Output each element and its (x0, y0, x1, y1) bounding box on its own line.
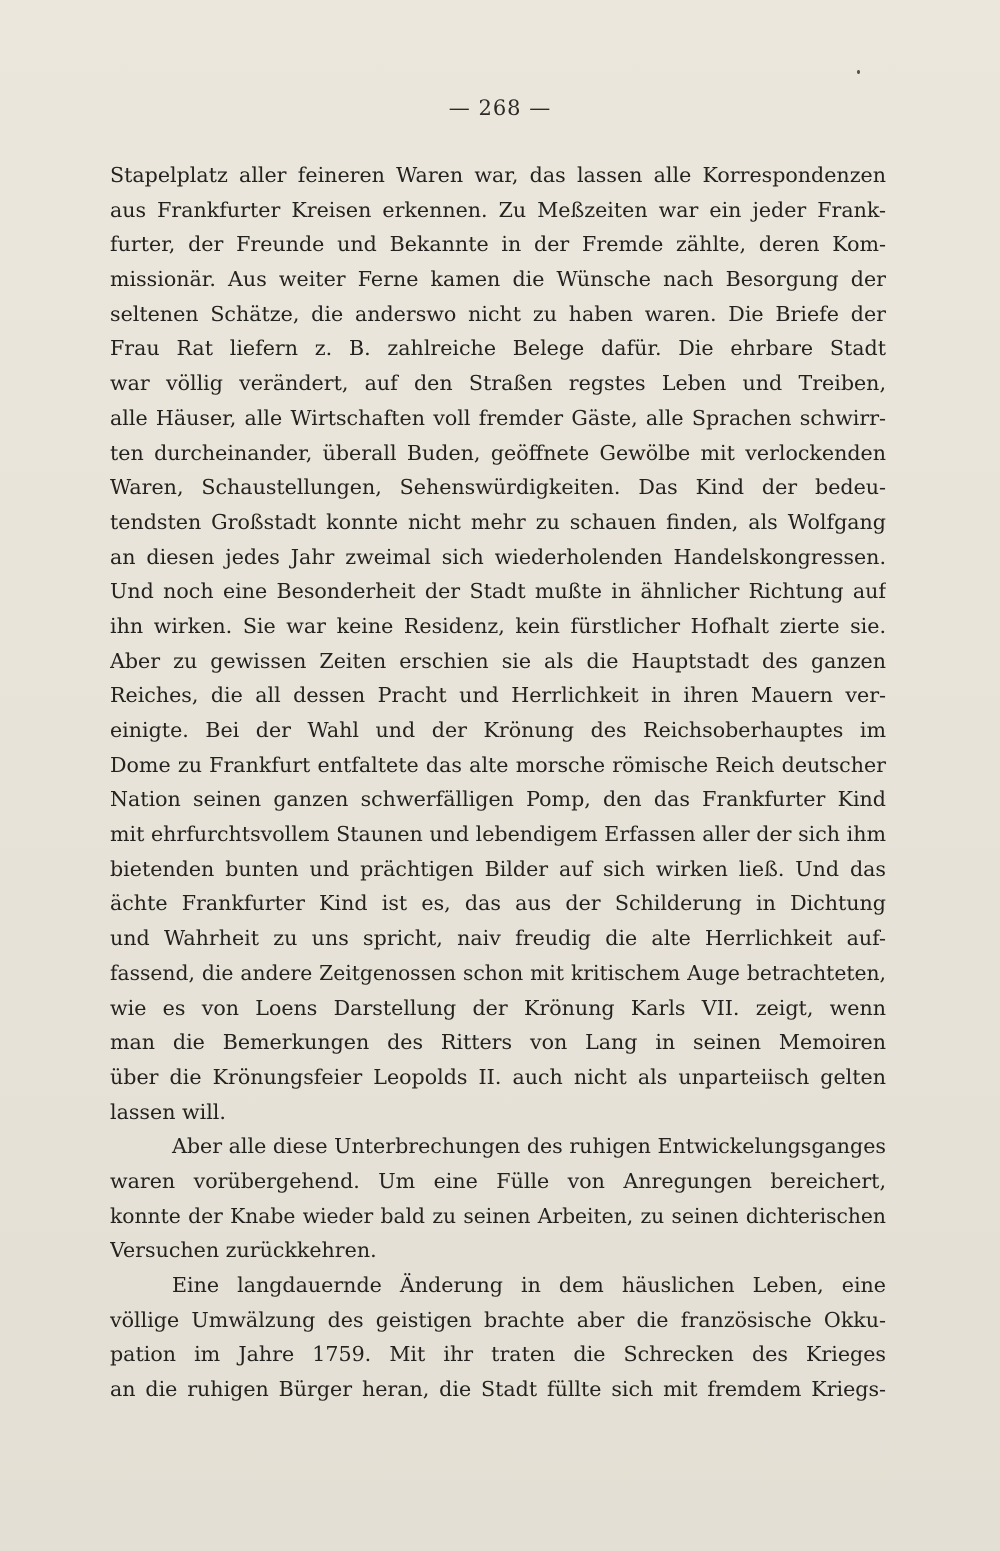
text-line: Und noch eine Besonderheit der Stadt mußte in ähnlicher Richtung auf (110, 579, 886, 604)
text-line: Frau Rat liefern z. B. zahlreiche Belege dafür. Die ehrbare Stadt (110, 336, 886, 361)
text-line: konnte der Knabe wieder bald zu seinen Arbeiten, zu seinen dichterischen (110, 1203, 886, 1228)
text-line: ten durcheinander, überall Buden, geöffnete Gewölbe mit verlockenden (110, 440, 886, 465)
text-line: Eine langdauernde Änderung in dem häuslichen Leben, eine (172, 1273, 886, 1297)
text-line: tendsten Großstadt konnte nicht mehr zu schauen finden, als Wolfgang (110, 509, 886, 534)
text-line: über die Krönungsfeier Leopolds II. auch nicht als unparteiisch gelten (110, 1064, 886, 1089)
text-line: völlige Umwälzung des geistigen brachte aber die französische Okku- (110, 1307, 886, 1332)
text-line: waren vorübergehend. Um eine Fülle von Anregungen bereichert, (110, 1168, 886, 1193)
text-line: pation im Jahre 1759. Mit ihr traten die Schrecken des Krieges (110, 1342, 886, 1367)
text-line: Nation seinen ganzen schwerfälligen Pomp, den das Frankfurter Kind (110, 787, 886, 812)
text-line: an die ruhigen Bürger heran, die Stadt füllte sich mit fremdem Kriegs- (110, 1377, 886, 1402)
text-line: Stapelplatz aller feineren Waren war, das lassen alle Korrespondenzen (110, 163, 886, 187)
text-line: fassend, die andere Zeitgenossen schon mit kritischem Auge betrachteten, (110, 960, 886, 985)
text-line: mit ehrfurchtsvollem Staunen und lebendigem Erfassen aller der sich ihm (110, 822, 886, 847)
text-line: war völlig verändert, auf den Straßen regstes Leben und Treiben, (110, 371, 886, 396)
text-line: missionär. Aus weiter Ferne kamen die Wünsche nach Besorgung der (110, 267, 886, 292)
text-line: an diesen jedes Jahr zweimal sich wiederholenden Handelskongressen. (110, 544, 886, 569)
text-line: Waren, Schaustellungen, Sehenswürdigkeiten. Das Kind der bedeu- (110, 475, 886, 500)
body-text (110, 158, 886, 1407)
text-line: Dome zu Frankfurt entfaltete das alte morsche römische Reich deutscher (110, 752, 886, 777)
ink-speck (857, 70, 860, 74)
text-line: seltenen Schätze, die anderswo nicht zu haben waren. Die Briefe der (110, 301, 886, 326)
text-line: Aber zu gewissen Zeiten erschien sie als die Hauptstadt des ganzen (110, 648, 886, 673)
text-line: bietenden bunten und prächtigen Bilder auf sich wirken ließ. Und das (110, 856, 886, 881)
text-line: aus Frankfurter Kreisen erkennen. Zu Meßzeiten war ein jeder Frank- (110, 197, 886, 222)
text-line: Versuchen zurückkehren. (110, 1238, 377, 1263)
text-line: lassen will. (110, 1099, 226, 1124)
text-line: und Wahrheit zu uns spricht, naiv freudig die alte Herrlichkeit auf- (110, 926, 886, 951)
page-number: — 268 — (448, 96, 552, 120)
text-line: Reiches, die all dessen Pracht und Herrlichkeit in ihren Mauern ver- (110, 683, 886, 708)
text-line: ihn wirken. Sie war keine Residenz, kein fürstlicher Hofhalt zierte sie. (110, 613, 886, 638)
text-line: Aber alle diese Unterbrechungen des ruhigen Entwickelungsganges (172, 1134, 886, 1159)
text-line: man die Bemerkungen des Ritters von Lang in seinen Memoiren (110, 1030, 886, 1055)
text-line: einigte. Bei der Wahl und der Krönung des Reichsoberhauptes im (110, 718, 886, 742)
text-line: wie es von Loens Darstellung der Krönung Karls VII. zeigt, wenn (110, 995, 886, 1020)
text-line: furter, der Freunde und Bekannte in der Fremde zählte, deren Kom- (110, 232, 886, 257)
text-line: alle Häuser, alle Wirtschaften voll fremder Gäste, alle Sprachen schwirr- (110, 405, 886, 430)
text-line: ächte Frankfurter Kind ist es, das aus der Schilderung in Dichtung (110, 891, 886, 916)
